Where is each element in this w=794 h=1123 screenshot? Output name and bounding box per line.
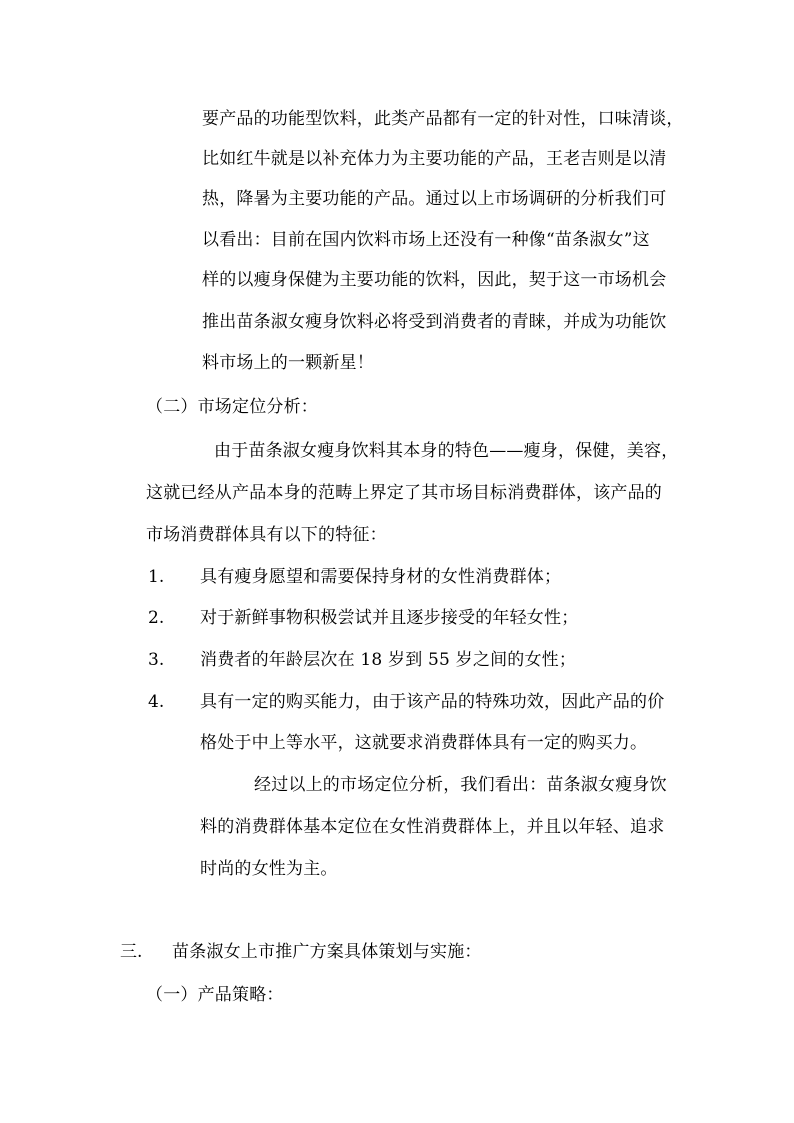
- paragraph-line: 热，降暑为主要功能的产品。通过以上市场调研的分析我们可: [202, 189, 667, 209]
- list-item-number: 3.: [148, 650, 165, 670]
- paragraph-line: 时尚的女性为主。: [200, 859, 338, 879]
- paragraph-line: 由于苗条淑女瘦身饮料其本身的特色——瘦身，保健，美容，: [214, 441, 679, 461]
- paragraph-line: 市场消费群体具有以下的特征：: [146, 525, 387, 545]
- paragraph-line: 推出苗条淑女瘦身饮料必将受到消费者的青睐，并成为功能饮: [202, 312, 667, 332]
- list-item-text: 对于新鲜事物积极尝试并且逐步接受的年轻女性；: [200, 608, 579, 628]
- list-item-text: 消费者的年龄层次在 18 岁到 55 岁之间的女性；: [200, 650, 577, 670]
- paragraph-line: 比如红牛就是以补充体力为主要功能的产品，王老吉则是以清: [202, 149, 667, 169]
- section-heading: 苗条淑女上市推广方案具体策划与实施：: [172, 942, 482, 962]
- list-item-text: 具有一定的购买能力，由于该产品的特殊功效，因此产品的价: [200, 692, 665, 712]
- subsection-heading: （一）产品策略：: [146, 985, 284, 1005]
- section-number: 三.: [120, 942, 143, 962]
- paragraph-line: 要产品的功能型饮料，此类产品都有一定的针对性，口味清谈，: [202, 109, 684, 129]
- paragraph-line: 以看出：目前在国内饮料市场上还没有一种像“苗条淑女”这: [202, 230, 650, 250]
- list-item-number: 1.: [148, 567, 165, 587]
- paragraph-line: 样的以瘦身保健为主要功能的饮料，因此，契于这一市场机会: [202, 270, 667, 290]
- list-item-number: 2.: [148, 608, 165, 628]
- paragraph-line: 经过以上的市场定位分析，我们看出：苗条淑女瘦身饮: [254, 775, 667, 795]
- section-heading: （二）市场定位分析：: [146, 397, 318, 417]
- paragraph-line: 料市场上的一颗新星！: [202, 353, 374, 373]
- list-item-number: 4.: [148, 692, 165, 712]
- list-item-text: 具有瘦身愿望和需要保持身材的女性消费群体；: [200, 567, 562, 587]
- list-item-text: 格处于中上等水平，这就要求消费群体具有一定的购买力。: [200, 733, 648, 753]
- paragraph-line: 料的消费群体基本定位在女性消费群体上，并且以年轻、追求: [200, 817, 665, 837]
- paragraph-line: 这就已经从产品本身的范畴上界定了其市场目标消费群体，该产品的: [146, 483, 662, 503]
